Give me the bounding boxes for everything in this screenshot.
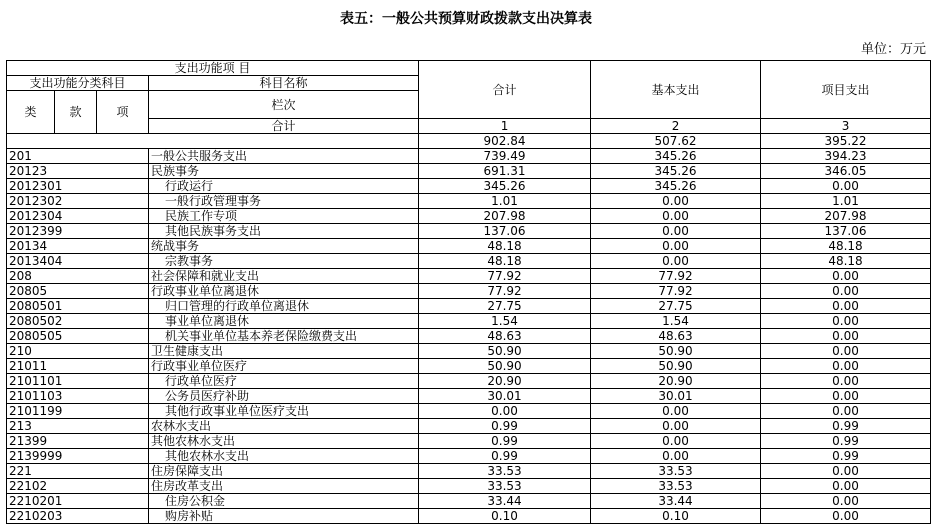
row-code: 208 [7,269,149,284]
row-basic: 48.63 [591,329,761,344]
index-1: 1 [419,119,591,134]
row-project: 0.99 [761,419,931,434]
row-code: 201 [7,149,149,164]
row-name: 行政事业单位医疗 [149,359,419,374]
row-project: 1.01 [761,194,931,209]
row-name: 行政事业单位离退休 [149,284,419,299]
total-value: 902.84 [419,134,591,149]
row-code: 2080505 [7,329,149,344]
row-basic: 33.53 [591,464,761,479]
row-basic: 77.92 [591,269,761,284]
row-project: 0.00 [761,269,931,284]
row-total: 30.01 [419,389,591,404]
row-project: 0.00 [761,389,931,404]
row-project: 346.05 [761,164,931,179]
header-row-1 [7,61,931,76]
row-project: 0.00 [761,284,931,299]
row-total: 27.75 [419,299,591,314]
row-code: 21011 [7,359,149,374]
row-total: 33.53 [419,479,591,494]
row-total: 0.00 [419,404,591,419]
row-total: 48.18 [419,239,591,254]
row-basic: 0.00 [591,224,761,239]
row-project: 0.99 [761,434,931,449]
lanci-header: 栏次 [149,91,419,119]
row-code: 2012301 [7,179,149,194]
func-class-header: 支出功能分类科目 [7,76,149,91]
row-code: 213 [7,419,149,434]
index-3: 3 [761,119,931,134]
kuan-header: 款 [55,91,97,134]
row-total: 0.99 [419,419,591,434]
total-row [7,134,931,149]
row-total: 137.06 [419,224,591,239]
row-basic: 0.00 [591,239,761,254]
row-name: 行政运行 [149,179,419,194]
func-item-header: 支出功能项 目 [7,61,419,76]
row-total: 50.90 [419,344,591,359]
row-name: 住房改革支出 [149,479,419,494]
row-name: 其他行政事业单位医疗支出 [149,404,419,419]
row-project: 0.99 [761,449,931,464]
row-basic: 0.10 [591,509,761,524]
row-project: 0.00 [761,404,931,419]
row-total: 0.10 [419,509,591,524]
row-basic: 345.26 [591,149,761,164]
index-2: 2 [591,119,761,134]
row-basic: 0.00 [591,194,761,209]
row-basic: 0.00 [591,404,761,419]
table-row [7,449,931,464]
row-code: 22102 [7,479,149,494]
row-total: 77.92 [419,269,591,284]
row-project: 0.00 [761,509,931,524]
row-basic: 77.92 [591,284,761,299]
row-code: 2012304 [7,209,149,224]
table-row [7,164,931,179]
row-name: 行政单位医疗 [149,374,419,389]
row-name: 事业单位离退休 [149,314,419,329]
row-name: 机关事业单位基本养老保险缴费支出 [149,329,419,344]
row-code: 2013404 [7,254,149,269]
row-project: 0.00 [761,374,931,389]
table-row [7,254,931,269]
row-code: 210 [7,344,149,359]
table-row [7,179,931,194]
table-row [7,209,931,224]
row-basic: 0.00 [591,419,761,434]
row-code: 2080502 [7,314,149,329]
row-name: 农林水支出 [149,419,419,434]
xiang-header: 项 [97,91,149,134]
table-row [7,239,931,254]
table-row [7,404,931,419]
row-total: 1.01 [419,194,591,209]
table-row [7,314,931,329]
row-name: 住房公积金 [149,494,419,509]
table-row [7,194,931,209]
budget-table [6,60,931,524]
row-basic: 27.75 [591,299,761,314]
row-basic: 0.00 [591,449,761,464]
row-basic: 50.90 [591,344,761,359]
row-code: 2210201 [7,494,149,509]
table-row [7,224,931,239]
row-name: 其他农林水支出 [149,449,419,464]
row-basic: 20.90 [591,374,761,389]
row-code: 2012399 [7,224,149,239]
row-name: 归口管理的行政单位离退休 [149,299,419,314]
table-row [7,329,931,344]
row-name: 卫生健康支出 [149,344,419,359]
row-name: 统战事务 [149,239,419,254]
col-total-header: 合计 [419,61,591,119]
table-row [7,344,931,359]
row-name: 其他农林水支出 [149,434,419,449]
row-code: 2101199 [7,404,149,419]
row-project: 0.00 [761,314,931,329]
row-basic: 345.26 [591,179,761,194]
total-row-label: 合计 [149,119,419,134]
row-basic: 0.00 [591,434,761,449]
row-name: 民族事务 [149,164,419,179]
row-basic: 0.00 [591,254,761,269]
row-basic: 0.00 [591,209,761,224]
row-project: 0.00 [761,329,931,344]
table-row [7,374,931,389]
lei-header: 类 [7,91,55,134]
row-name: 一般行政管理事务 [149,194,419,209]
row-project: 0.00 [761,479,931,494]
row-project: 394.23 [761,149,931,164]
row-project: 137.06 [761,224,931,239]
row-code: 20134 [7,239,149,254]
total-project-value: 395.22 [761,134,931,149]
row-basic: 33.44 [591,494,761,509]
row-basic: 1.54 [591,314,761,329]
row-name: 宗教事务 [149,254,419,269]
col-project-header: 项目支出 [761,61,931,119]
table-row [7,389,931,404]
row-total: 20.90 [419,374,591,389]
row-name: 住房保障支出 [149,464,419,479]
row-code: 2210203 [7,509,149,524]
row-code: 20123 [7,164,149,179]
page-title: 表五：一般公共预算财政拨款支出决算表 [340,11,592,27]
table-row [7,359,931,374]
table-row [7,269,931,284]
row-total: 0.99 [419,449,591,464]
row-total: 48.63 [419,329,591,344]
row-name: 民族工作专项 [149,209,419,224]
row-code: 2101103 [7,389,149,404]
table-row [7,284,931,299]
row-project: 207.98 [761,209,931,224]
row-basic: 345.26 [591,164,761,179]
row-basic: 33.53 [591,479,761,494]
row-basic: 30.01 [591,389,761,404]
row-total: 33.44 [419,494,591,509]
row-project: 0.00 [761,299,931,314]
table-row [7,149,931,164]
row-total: 739.49 [419,149,591,164]
row-total: 48.18 [419,254,591,269]
row-code: 2012302 [7,194,149,209]
row-project: 0.00 [761,344,931,359]
row-total: 345.26 [419,179,591,194]
row-code: 21399 [7,434,149,449]
row-name: 公务员医疗补助 [149,389,419,404]
row-total: 207.98 [419,209,591,224]
row-code: 221 [7,464,149,479]
row-code: 2080501 [7,299,149,314]
row-project: 0.00 [761,494,931,509]
table-row [7,434,931,449]
row-project: 48.18 [761,254,931,269]
row-name: 购房补贴 [149,509,419,524]
row-total: 1.54 [419,314,591,329]
row-total: 50.90 [419,359,591,374]
row-total: 77.92 [419,284,591,299]
col-basic-header: 基本支出 [591,61,761,119]
row-name: 其他民族事务支出 [149,224,419,239]
row-code: 20805 [7,284,149,299]
total-basic-value: 507.62 [591,134,761,149]
row-code: 2101101 [7,374,149,389]
row-code: 2139999 [7,449,149,464]
row-total: 0.99 [419,434,591,449]
table-row [7,494,931,509]
row-name: 一般公共服务支出 [149,149,419,164]
table-row [7,419,931,434]
unit-label: 单位：万元 [860,42,926,57]
row-total: 33.53 [419,464,591,479]
row-project: 0.00 [761,464,931,479]
table-row [7,299,931,314]
row-basic: 50.90 [591,359,761,374]
row-project: 48.18 [761,239,931,254]
row-project: 0.00 [761,179,931,194]
table-row [7,479,931,494]
row-total: 691.31 [419,164,591,179]
item-name-header: 科目名称 [149,76,419,91]
row-project: 0.00 [761,359,931,374]
table-row [7,464,931,479]
row-name: 社会保障和就业支出 [149,269,419,284]
